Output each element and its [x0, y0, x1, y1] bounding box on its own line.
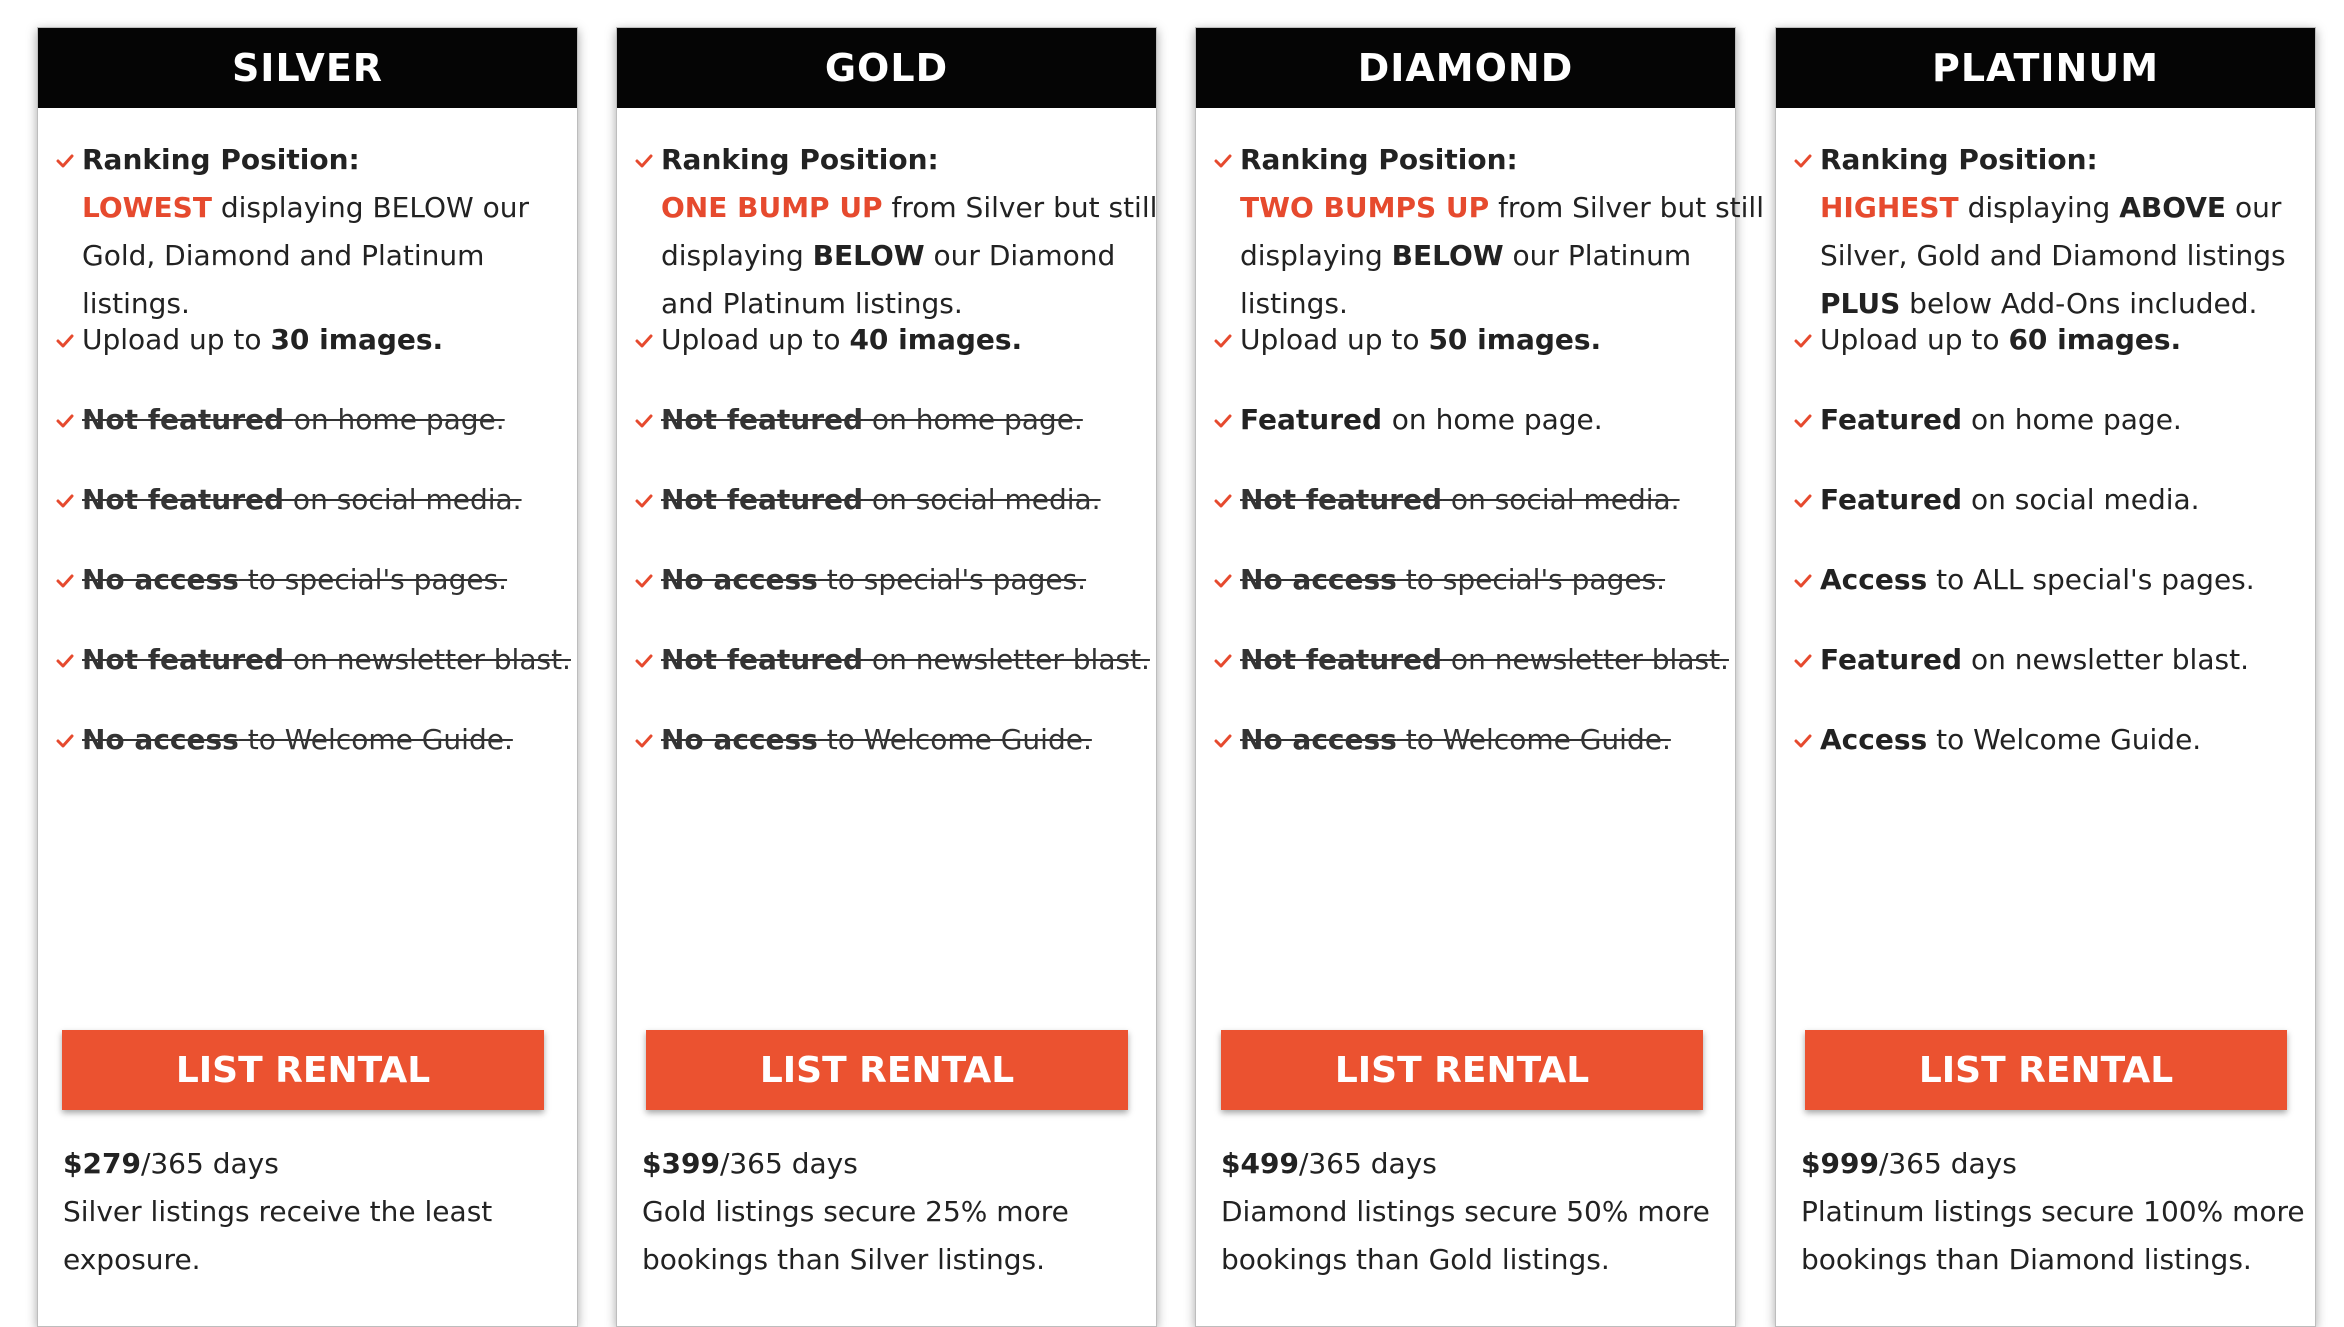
ranking-text: our Diamond [924, 239, 1116, 272]
ranking-text: our [2226, 191, 2282, 224]
plan-card-platinum [1775, 27, 2316, 1327]
plan-description: Gold listings secure 25% more [642, 1195, 1069, 1228]
check-icon [1794, 493, 1812, 509]
check-icon [635, 573, 653, 589]
check-icon [1794, 653, 1812, 669]
check-icon [635, 333, 653, 349]
check-icon [1794, 153, 1812, 169]
feature-bold: Featured [1820, 643, 1963, 676]
ranking-label: Ranking Position: [1820, 143, 2098, 176]
feature-text [1820, 396, 2182, 444]
list-rental-button[interactable]: LIST RENTAL [1805, 1030, 2287, 1110]
ranking-text: HIGHEST [1820, 191, 1959, 224]
check-icon [56, 153, 74, 169]
price-block [63, 1140, 567, 1284]
plan-title: GOLD [617, 28, 1156, 108]
plan-description: bookings than Gold listings. [1221, 1243, 1610, 1276]
check-icon [635, 493, 653, 509]
feature-text [82, 476, 522, 524]
plan-title: DIAMOND [1196, 28, 1735, 108]
check-icon [1214, 573, 1232, 589]
check-icon [56, 333, 74, 349]
feature-bold: Featured [1820, 483, 1963, 516]
ranking-text-line [82, 232, 529, 280]
price: $999 [1801, 1147, 1879, 1180]
check-icon [1214, 333, 1232, 349]
feature-rest: to ALL special's pages. [1927, 563, 2255, 596]
ranking-text: listings. [1240, 287, 1348, 320]
ranking-text: Gold, Diamond and Platinum [82, 239, 485, 272]
list-rental-button[interactable]: LIST RENTAL [646, 1030, 1128, 1110]
plan-description: exposure. [63, 1243, 201, 1276]
price-block [1801, 1140, 2305, 1284]
check-icon [1214, 153, 1232, 169]
price-block [1221, 1140, 1725, 1284]
check-icon [1794, 413, 1812, 429]
feature-rest: on home page. [863, 403, 1083, 436]
check-icon [635, 733, 653, 749]
feature-bold: Access [1820, 723, 1928, 756]
check-icon [1794, 733, 1812, 749]
feature-text [1820, 556, 2255, 604]
feature-rest: on newsletter blast. [284, 643, 571, 676]
price-block [642, 1140, 1146, 1284]
feature-text [82, 716, 513, 764]
images-prefix: Upload up to [1820, 323, 2009, 356]
plan-title: PLATINUM [1776, 28, 2315, 108]
feature-rest: on home page. [1391, 403, 1603, 436]
plan-card-diamond [1195, 27, 1764, 1327]
images-prefix: Upload up to [1240, 323, 1429, 356]
feature-rest: on home page. [1962, 403, 2182, 436]
plan-card-silver [37, 27, 578, 1327]
check-icon [1794, 573, 1812, 589]
feature-bold: No access [82, 563, 239, 596]
ranking-text: LOWEST [82, 191, 212, 224]
ranking-text-line [1820, 232, 2286, 280]
feature-bold: Not featured [82, 403, 294, 436]
ranking-text-line [661, 232, 1157, 280]
feature-rest: on social media. [863, 483, 1101, 516]
check-icon [635, 653, 653, 669]
feature-rest: to Welcome Guide. [1927, 723, 2202, 756]
feature-text [661, 716, 1092, 764]
plan-title: SILVER [38, 28, 577, 108]
price-line [63, 1140, 567, 1188]
price-line [642, 1140, 1146, 1188]
price: $279 [63, 1147, 141, 1180]
feature-rest: on newsletter blast. [1962, 643, 2249, 676]
feature-bold: Not featured [661, 403, 864, 436]
check-icon [1214, 493, 1232, 509]
check-icon [56, 733, 74, 749]
feature-bold: Not featured [1240, 483, 1443, 516]
ranking-text: and Platinum listings. [661, 287, 963, 320]
feature-bold: Featured [1240, 403, 1392, 436]
ranking-label: Ranking Position: [661, 143, 939, 176]
ranking-text: BELOW [812, 239, 925, 272]
plan-description: Silver listings receive the least [63, 1195, 493, 1228]
feature-bold: Access [1820, 563, 1928, 596]
ranking-label: Ranking Position: [1240, 143, 1518, 176]
price-period: /365 days [140, 1147, 279, 1180]
images-prefix: Upload up to [661, 323, 850, 356]
feature-text [82, 636, 571, 684]
feature-rest: on social media. [284, 483, 522, 516]
price-period: /365 days [1298, 1147, 1437, 1180]
images-count: 40 images. [849, 323, 1023, 356]
feature-bold: Not featured [661, 643, 864, 676]
check-icon [635, 413, 653, 429]
ranking-text: displaying [1958, 191, 2120, 224]
price: $499 [1221, 1147, 1299, 1180]
ranking-text: displaying [1240, 239, 1392, 272]
ranking-text: displaying BELOW our [211, 191, 529, 224]
feature-bold: No access [1240, 723, 1397, 756]
ranking-text: displaying [661, 239, 813, 272]
ranking-label: Ranking Position: [82, 143, 360, 176]
feature-text [1820, 636, 2249, 684]
feature-text [1820, 716, 2201, 764]
feature-bold: Not featured [82, 643, 285, 676]
feature-text [1820, 476, 2200, 524]
feature-rest: on social media. [1962, 483, 2200, 516]
ranking-text-line [1820, 184, 2286, 232]
feature-bold: No access [1240, 563, 1397, 596]
feature-text [1240, 716, 1671, 764]
ranking-text: PLUS [1820, 287, 1901, 320]
plan-description: bookings than Silver listings. [642, 1243, 1046, 1276]
feature-text [82, 396, 505, 444]
feature-bold: No access [661, 723, 818, 756]
ranking-text: Silver, Gold and Diamond listings [1820, 239, 2286, 272]
feature-rest: on home page. [293, 403, 505, 436]
feature-text [1240, 636, 1729, 684]
check-icon [56, 653, 74, 669]
feature-bold: No access [82, 723, 239, 756]
feature-bold: Not featured [1240, 643, 1443, 676]
plan-description: bookings than Diamond listings. [1801, 1243, 2252, 1276]
feature-rest: on newsletter blast. [863, 643, 1150, 676]
feature-rest: to special's pages. [238, 563, 508, 596]
feature-text [1240, 396, 1603, 444]
feature-bold: Not featured [661, 483, 864, 516]
feature-text [661, 396, 1083, 444]
ranking-text-line [82, 184, 529, 232]
check-icon [1794, 333, 1812, 349]
plan-description: Platinum listings secure 100% more [1801, 1195, 2305, 1228]
ranking-text: listings. [82, 287, 190, 320]
feature-rest: to Welcome Guide. [1396, 723, 1671, 756]
price: $399 [642, 1147, 720, 1180]
images-count: 30 images. [270, 323, 444, 356]
feature-bold: No access [661, 563, 818, 596]
plan-card-gold [616, 27, 1157, 1327]
feature-text [1240, 476, 1680, 524]
feature-rest: to Welcome Guide. [817, 723, 1092, 756]
images-count: 60 images. [2008, 323, 2182, 356]
price-period: /365 days [719, 1147, 858, 1180]
feature-rest: to special's pages. [817, 563, 1087, 596]
ranking-text: BELOW [1391, 239, 1504, 272]
feature-text [82, 556, 507, 604]
price-line [1801, 1140, 2305, 1188]
price-period: /365 days [1878, 1147, 2017, 1180]
feature-rest: on social media. [1442, 483, 1680, 516]
ranking-text: below Add-Ons included. [1900, 287, 2258, 320]
feature-rest: to Welcome Guide. [238, 723, 513, 756]
check-icon [1214, 733, 1232, 749]
check-icon [1214, 653, 1232, 669]
check-icon [56, 573, 74, 589]
price-line [1221, 1140, 1725, 1188]
ranking-text: our Platinum [1503, 239, 1692, 272]
plan-description: Diamond listings secure 50% more [1221, 1195, 1710, 1228]
feature-text [1240, 556, 1665, 604]
ranking-text: from Silver but still [1489, 191, 1764, 224]
feature-text [661, 556, 1086, 604]
ranking-text-line [1240, 184, 1764, 232]
images-count: 50 images. [1428, 323, 1602, 356]
check-icon [635, 153, 653, 169]
feature-bold: Not featured [82, 483, 285, 516]
feature-rest: on newsletter blast. [1442, 643, 1729, 676]
ranking-text-line [661, 184, 1157, 232]
check-icon [56, 413, 74, 429]
feature-text [661, 636, 1150, 684]
list-rental-button[interactable]: LIST RENTAL [1221, 1030, 1703, 1110]
ranking-text: from Silver but still [882, 191, 1158, 224]
ranking-text: TWO BUMPS UP [1240, 191, 1490, 224]
feature-text [661, 476, 1101, 524]
ranking-text: ABOVE [2119, 191, 2227, 224]
ranking-text: ONE BUMP UP [661, 191, 883, 224]
check-icon [56, 493, 74, 509]
images-prefix: Upload up to [82, 323, 271, 356]
ranking-text-line [1240, 232, 1764, 280]
check-icon [1214, 413, 1232, 429]
feature-rest: to special's pages. [1396, 563, 1666, 596]
feature-bold: Featured [1820, 403, 1963, 436]
list-rental-button[interactable]: LIST RENTAL [62, 1030, 544, 1110]
